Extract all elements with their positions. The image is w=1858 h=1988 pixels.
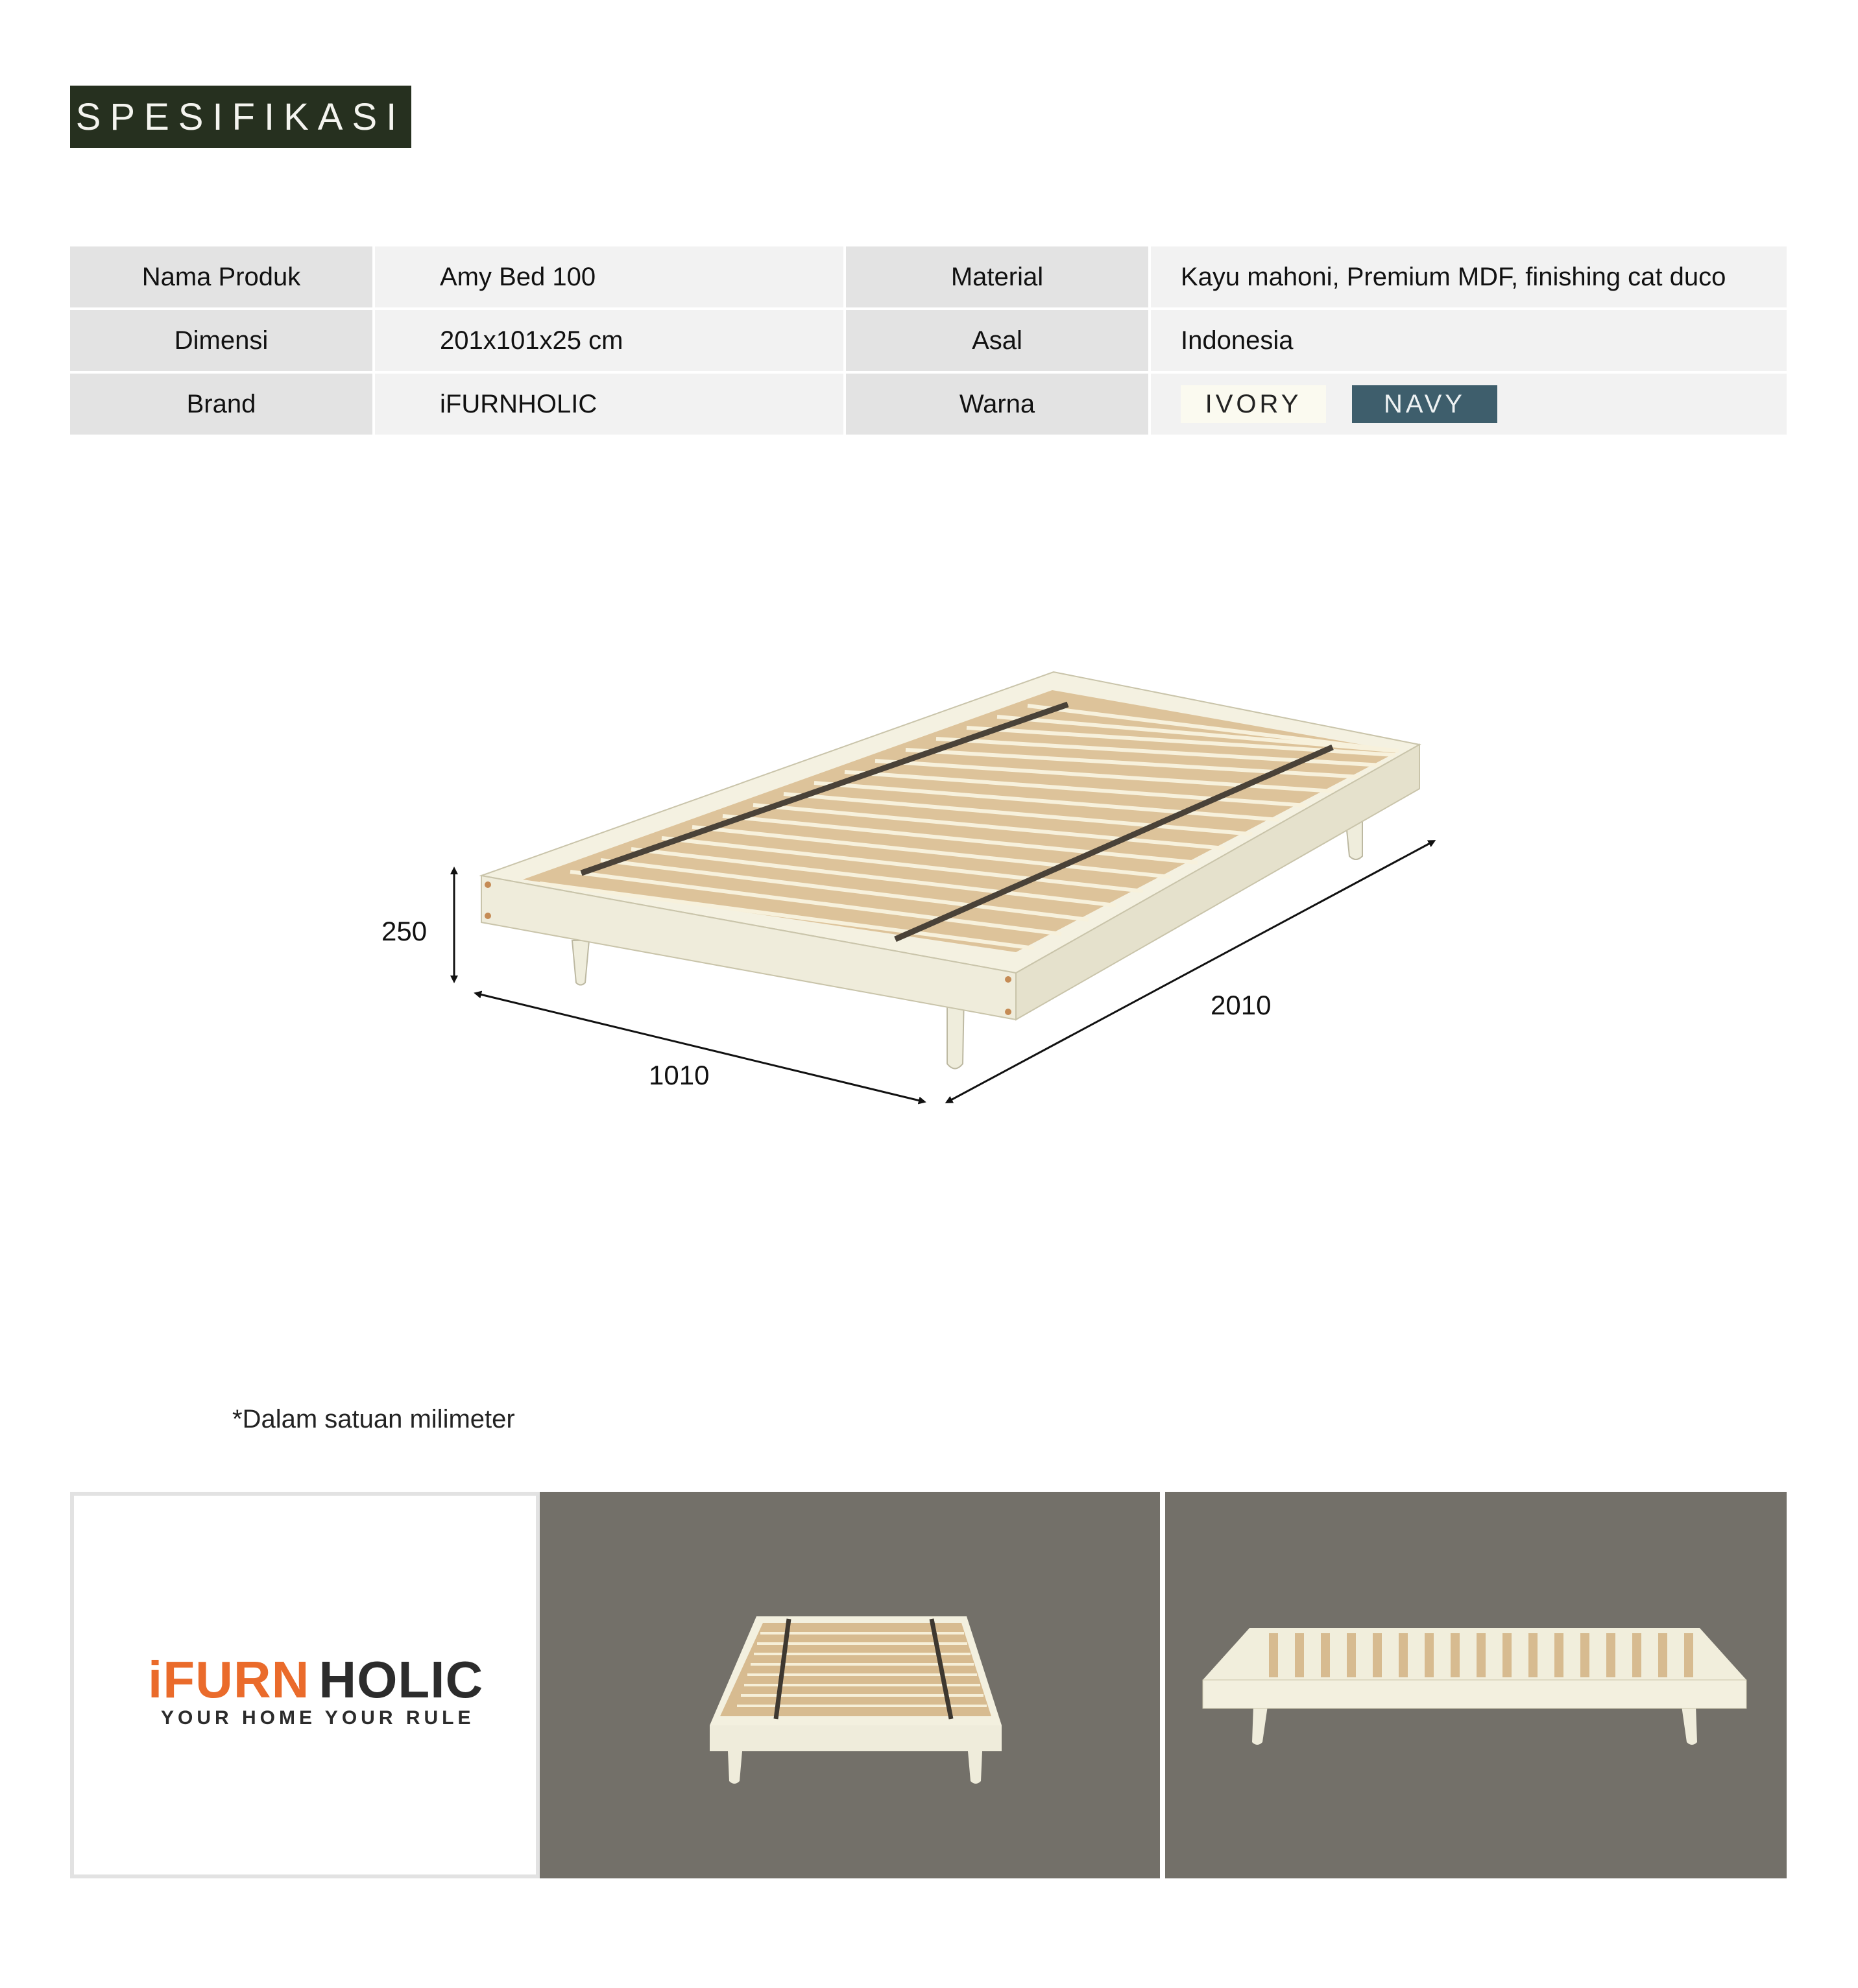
spec-table <box>70 246 1787 437</box>
bed-side-view-image <box>1165 1492 1787 1878</box>
spec-row <box>70 246 1787 310</box>
page-title: SPESIFIKASI <box>70 86 411 148</box>
bed-leg <box>968 1751 982 1784</box>
brand-panel <box>70 1492 540 1878</box>
unit-note: *Dalam satuan milimeter <box>232 1405 515 1433</box>
spec-label-color: Warna <box>846 374 1151 437</box>
logo-text-ifurn: iFURN <box>148 1651 310 1708</box>
spec-value-dimension: 201x101x25 cm <box>375 310 846 374</box>
color-swatch-ivory[interactable]: IVORY <box>1181 385 1326 423</box>
logo-text-holic: HOLIC <box>319 1651 484 1708</box>
bed-frame-front <box>710 1725 1002 1751</box>
bed-frame-front <box>1203 1680 1746 1708</box>
spec-value-origin: Indonesia <box>1151 310 1787 374</box>
spec-label-material: Material <box>846 246 1151 310</box>
bed-slat-area <box>720 1623 991 1716</box>
spec-value-product-name: Amy Bed 100 <box>375 246 846 310</box>
spec-value-material: Kayu mahoni, Premium MDF, finishing cat duco <box>1151 246 1787 310</box>
spec-label-product-name: Nama Produk <box>70 246 375 310</box>
bed-top-view-image <box>540 1492 1160 1878</box>
product-photo-side-view <box>1165 1492 1787 1878</box>
spec-row <box>70 374 1787 437</box>
spec-label-origin: Asal <box>846 310 1151 374</box>
width-dimension-label: 1010 <box>649 1060 710 1090</box>
spec-value-colors <box>1151 374 1787 437</box>
bed-leg <box>728 1751 742 1784</box>
length-dimension-label: 2010 <box>1211 990 1272 1020</box>
brand-logo <box>148 1650 483 1710</box>
product-photo-top-view <box>540 1492 1160 1878</box>
bed-leg <box>572 940 589 985</box>
bed-dimension-drawing <box>363 668 1466 1122</box>
bed-illustration <box>363 668 1466 1122</box>
bed-leg <box>1682 1706 1697 1745</box>
spec-label-brand: Brand <box>70 374 375 437</box>
spec-label-dimension: Dimensi <box>70 310 375 374</box>
brand-tagline: YOUR HOME YOUR RULE <box>161 1707 475 1729</box>
bed-leg <box>1252 1706 1268 1745</box>
spec-row <box>70 310 1787 374</box>
spec-value-brand: iFURNHOLIC <box>375 374 846 437</box>
color-swatch-navy[interactable]: NAVY <box>1352 385 1497 423</box>
height-dimension-label: 250 <box>381 916 428 946</box>
